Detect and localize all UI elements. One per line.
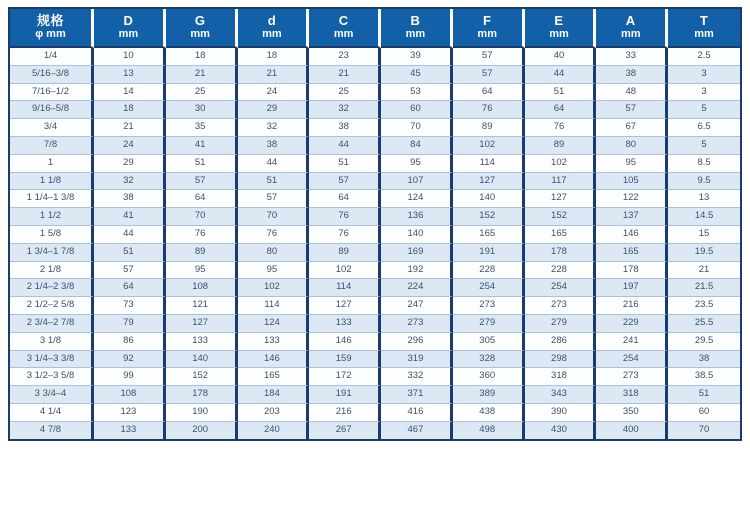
spec-cell: 2 3/4–2 7/8 — [10, 315, 94, 333]
value-cell: 57 — [596, 101, 668, 119]
value-cell: 6.5 — [668, 119, 740, 137]
col-header-unit: mm — [694, 28, 714, 40]
value-cell: 133 — [238, 333, 310, 351]
value-cell: 64 — [94, 279, 166, 297]
value-cell: 18 — [94, 101, 166, 119]
value-cell: 13 — [668, 190, 740, 208]
value-cell: 51 — [166, 155, 238, 173]
table-row — [10, 404, 740, 422]
value-cell: 14.5 — [668, 208, 740, 226]
value-cell: 38 — [596, 66, 668, 84]
value-cell: 117 — [525, 173, 597, 191]
col-header-unit: mm — [190, 28, 210, 40]
value-cell: 438 — [453, 404, 525, 422]
col-header-letter: d — [267, 13, 277, 28]
value-cell: 38.5 — [668, 368, 740, 386]
value-cell: 2.5 — [668, 48, 740, 66]
value-cell: 267 — [309, 422, 381, 439]
col-header-A — [596, 9, 668, 48]
col-header-C — [309, 9, 381, 48]
value-cell: 76 — [309, 226, 381, 244]
value-cell: 191 — [309, 386, 381, 404]
value-cell: 152 — [166, 368, 238, 386]
value-cell: 319 — [381, 351, 453, 369]
value-cell: 51 — [309, 155, 381, 173]
value-cell: 76 — [166, 226, 238, 244]
value-cell: 41 — [94, 208, 166, 226]
value-cell: 178 — [525, 244, 597, 262]
col-header-D — [94, 9, 166, 48]
value-cell: 108 — [94, 386, 166, 404]
spec-column-header — [10, 9, 94, 48]
col-header-d — [238, 9, 310, 48]
value-cell: 114 — [309, 279, 381, 297]
value-cell: 10 — [94, 48, 166, 66]
value-cell: 38 — [309, 119, 381, 137]
value-cell: 140 — [381, 226, 453, 244]
value-cell: 124 — [381, 190, 453, 208]
value-cell: 39 — [381, 48, 453, 66]
table-row — [10, 333, 740, 351]
table-row — [10, 244, 740, 262]
value-cell: 328 — [453, 351, 525, 369]
spec-cell: 1 1/4–1 3/8 — [10, 190, 94, 208]
value-cell: 44 — [309, 137, 381, 155]
value-cell: 57 — [166, 173, 238, 191]
value-cell: 14 — [94, 84, 166, 102]
value-cell: 89 — [525, 137, 597, 155]
value-cell: 19.5 — [668, 244, 740, 262]
value-cell: 184 — [238, 386, 310, 404]
value-cell: 165 — [596, 244, 668, 262]
value-cell: 114 — [453, 155, 525, 173]
value-cell: 178 — [596, 262, 668, 280]
spec-cell: 3/4 — [10, 119, 94, 137]
spec-cell: 3 1/2–3 5/8 — [10, 368, 94, 386]
value-cell: 79 — [94, 315, 166, 333]
value-cell: 57 — [453, 66, 525, 84]
value-cell: 29 — [238, 101, 310, 119]
value-cell: 121 — [166, 297, 238, 315]
table-row — [10, 297, 740, 315]
spec-cell: 1/4 — [10, 48, 94, 66]
value-cell: 53 — [381, 84, 453, 102]
value-cell: 416 — [381, 404, 453, 422]
value-cell: 498 — [453, 422, 525, 439]
value-cell: 89 — [453, 119, 525, 137]
table-row — [10, 386, 740, 404]
value-cell: 127 — [309, 297, 381, 315]
value-cell: 192 — [381, 262, 453, 280]
spec-cell: 4 1/4 — [10, 404, 94, 422]
spec-cell: 3 1/4–3 3/8 — [10, 351, 94, 369]
value-cell: 273 — [525, 297, 597, 315]
value-cell: 64 — [166, 190, 238, 208]
value-cell: 95 — [381, 155, 453, 173]
value-cell: 273 — [596, 368, 668, 386]
value-cell: 21 — [166, 66, 238, 84]
value-cell: 241 — [596, 333, 668, 351]
table-row — [10, 279, 740, 297]
value-cell: 18 — [166, 48, 238, 66]
value-cell: 102 — [453, 137, 525, 155]
value-cell: 57 — [309, 173, 381, 191]
value-cell: 3 — [668, 66, 740, 84]
value-cell: 122 — [596, 190, 668, 208]
col-header-unit: mm — [477, 28, 497, 40]
value-cell: 67 — [596, 119, 668, 137]
value-cell: 8.5 — [668, 155, 740, 173]
value-cell: 18 — [238, 48, 310, 66]
value-cell: 29.5 — [668, 333, 740, 351]
spec-cell: 2 1/2–2 5/8 — [10, 297, 94, 315]
value-cell: 60 — [381, 101, 453, 119]
dimension-table-container — [8, 7, 742, 441]
table-row — [10, 48, 740, 66]
spec-cell: 1 3/4–1 7/8 — [10, 244, 94, 262]
value-cell: 165 — [525, 226, 597, 244]
value-cell: 57 — [238, 190, 310, 208]
value-cell: 44 — [94, 226, 166, 244]
value-cell: 360 — [453, 368, 525, 386]
table-row — [10, 226, 740, 244]
value-cell: 21 — [94, 119, 166, 137]
value-cell: 33 — [596, 48, 668, 66]
table-row — [10, 155, 740, 173]
value-cell: 25.5 — [668, 315, 740, 333]
value-cell: 95 — [238, 262, 310, 280]
value-cell: 279 — [525, 315, 597, 333]
header-row — [10, 9, 740, 48]
value-cell: 228 — [453, 262, 525, 280]
value-cell: 64 — [309, 190, 381, 208]
value-cell: 318 — [525, 368, 597, 386]
value-cell: 40 — [525, 48, 597, 66]
value-cell: 25 — [309, 84, 381, 102]
col-header-G — [166, 9, 238, 48]
table-body — [10, 48, 740, 439]
value-cell: 48 — [596, 84, 668, 102]
table-row — [10, 137, 740, 155]
table-row — [10, 262, 740, 280]
value-cell: 99 — [94, 368, 166, 386]
value-cell: 273 — [453, 297, 525, 315]
value-cell: 24 — [94, 137, 166, 155]
value-cell: 169 — [381, 244, 453, 262]
value-cell: 389 — [453, 386, 525, 404]
value-cell: 32 — [94, 173, 166, 191]
value-cell: 159 — [309, 351, 381, 369]
value-cell: 105 — [596, 173, 668, 191]
value-cell: 332 — [381, 368, 453, 386]
col-header-letter: F — [482, 13, 492, 28]
value-cell: 23.5 — [668, 297, 740, 315]
value-cell: 146 — [596, 226, 668, 244]
value-cell: 146 — [309, 333, 381, 351]
value-cell: 70 — [381, 119, 453, 137]
col-header-B — [381, 9, 453, 48]
value-cell: 38 — [238, 137, 310, 155]
value-cell: 30 — [166, 101, 238, 119]
value-cell: 216 — [596, 297, 668, 315]
value-cell: 254 — [525, 279, 597, 297]
value-cell: 41 — [166, 137, 238, 155]
value-cell: 172 — [309, 368, 381, 386]
col-header-unit: mm — [405, 28, 426, 40]
value-cell: 80 — [596, 137, 668, 155]
value-cell: 203 — [238, 404, 310, 422]
col-header-E — [525, 9, 597, 48]
value-cell: 133 — [94, 422, 166, 439]
table-row — [10, 173, 740, 191]
value-cell: 296 — [381, 333, 453, 351]
col-header-unit: mm — [549, 28, 569, 40]
value-cell: 76 — [525, 119, 597, 137]
value-cell: 318 — [596, 386, 668, 404]
value-cell: 133 — [309, 315, 381, 333]
value-cell: 152 — [453, 208, 525, 226]
col-header-letter: D — [123, 13, 134, 28]
table-row — [10, 368, 740, 386]
spec-cell: 4 7/8 — [10, 422, 94, 439]
value-cell: 390 — [525, 404, 597, 422]
value-cell: 60 — [668, 404, 740, 422]
value-cell: 64 — [453, 84, 525, 102]
value-cell: 279 — [453, 315, 525, 333]
value-cell: 298 — [525, 351, 597, 369]
value-cell: 136 — [381, 208, 453, 226]
value-cell: 400 — [596, 422, 668, 439]
value-cell: 9.5 — [668, 173, 740, 191]
value-cell: 15 — [668, 226, 740, 244]
value-cell: 89 — [309, 244, 381, 262]
value-cell: 35 — [166, 119, 238, 137]
value-cell: 229 — [596, 315, 668, 333]
col-header-letter: B — [410, 13, 421, 28]
value-cell: 21 — [238, 66, 310, 84]
value-cell: 21 — [309, 66, 381, 84]
value-cell: 95 — [596, 155, 668, 173]
value-cell: 25 — [166, 84, 238, 102]
spec-cell: 1 1/2 — [10, 208, 94, 226]
value-cell: 76 — [238, 226, 310, 244]
value-cell: 102 — [238, 279, 310, 297]
value-cell: 107 — [381, 173, 453, 191]
value-cell: 70 — [668, 422, 740, 439]
value-cell: 5 — [668, 137, 740, 155]
value-cell: 123 — [94, 404, 166, 422]
value-cell: 70 — [166, 208, 238, 226]
value-cell: 140 — [166, 351, 238, 369]
table-row — [10, 208, 740, 226]
value-cell: 51 — [525, 84, 597, 102]
value-cell: 228 — [525, 262, 597, 280]
value-cell: 89 — [166, 244, 238, 262]
spec-cell: 9/16–5/8 — [10, 101, 94, 119]
value-cell: 45 — [381, 66, 453, 84]
value-cell: 21.5 — [668, 279, 740, 297]
value-cell: 467 — [381, 422, 453, 439]
value-cell: 23 — [309, 48, 381, 66]
value-cell: 133 — [166, 333, 238, 351]
value-cell: 165 — [238, 368, 310, 386]
spec-cell: 1 — [10, 155, 94, 173]
value-cell: 305 — [453, 333, 525, 351]
value-cell: 191 — [453, 244, 525, 262]
table-row — [10, 66, 740, 84]
value-cell: 29 — [94, 155, 166, 173]
value-cell: 343 — [525, 386, 597, 404]
value-cell: 197 — [596, 279, 668, 297]
value-cell: 57 — [94, 262, 166, 280]
value-cell: 350 — [596, 404, 668, 422]
value-cell: 84 — [381, 137, 453, 155]
col-header-letter: A — [625, 13, 636, 28]
table-row — [10, 119, 740, 137]
spec-cell: 1 5/8 — [10, 226, 94, 244]
col-header-letter: T — [699, 13, 709, 28]
value-cell: 224 — [381, 279, 453, 297]
value-cell: 108 — [166, 279, 238, 297]
value-cell: 51 — [668, 386, 740, 404]
col-header-letter: G — [194, 13, 206, 28]
value-cell: 51 — [94, 244, 166, 262]
col-header-letter: C — [338, 13, 349, 28]
spec-header-unit: φ mm — [35, 28, 66, 40]
value-cell: 95 — [166, 262, 238, 280]
value-cell: 273 — [381, 315, 453, 333]
value-cell: 178 — [166, 386, 238, 404]
value-cell: 254 — [596, 351, 668, 369]
col-header-letter: E — [554, 13, 564, 28]
table-row — [10, 315, 740, 333]
value-cell: 44 — [238, 155, 310, 173]
table-row — [10, 351, 740, 369]
value-cell: 76 — [309, 208, 381, 226]
value-cell: 32 — [309, 101, 381, 119]
col-header-unit: mm — [118, 28, 139, 40]
value-cell: 240 — [238, 422, 310, 439]
value-cell: 254 — [453, 279, 525, 297]
value-cell: 76 — [453, 101, 525, 119]
col-header-unit: mm — [262, 28, 282, 40]
col-header-unit: mm — [620, 28, 641, 40]
value-cell: 64 — [525, 101, 597, 119]
value-cell: 80 — [238, 244, 310, 262]
value-cell: 102 — [525, 155, 597, 173]
value-cell: 200 — [166, 422, 238, 439]
spec-table — [8, 7, 742, 441]
value-cell: 430 — [525, 422, 597, 439]
table-row — [10, 84, 740, 102]
value-cell: 73 — [94, 297, 166, 315]
spec-cell: 1 1/8 — [10, 173, 94, 191]
spec-cell: 7/16–1/2 — [10, 84, 94, 102]
value-cell: 124 — [238, 315, 310, 333]
value-cell: 247 — [381, 297, 453, 315]
value-cell: 32 — [238, 119, 310, 137]
value-cell: 86 — [94, 333, 166, 351]
spec-header-title: 规格 — [36, 13, 64, 28]
value-cell: 286 — [525, 333, 597, 351]
col-header-T — [668, 9, 740, 48]
value-cell: 5 — [668, 101, 740, 119]
col-header-unit: mm — [333, 28, 354, 40]
spec-cell: 5/16–3/8 — [10, 66, 94, 84]
value-cell: 127 — [453, 173, 525, 191]
spec-cell: 2 1/8 — [10, 262, 94, 280]
value-cell: 38 — [668, 351, 740, 369]
value-cell: 38 — [94, 190, 166, 208]
value-cell: 51 — [238, 173, 310, 191]
value-cell: 44 — [525, 66, 597, 84]
value-cell: 146 — [238, 351, 310, 369]
value-cell: 190 — [166, 404, 238, 422]
value-cell: 137 — [596, 208, 668, 226]
value-cell: 371 — [381, 386, 453, 404]
value-cell: 3 — [668, 84, 740, 102]
table-row — [10, 190, 740, 208]
value-cell: 102 — [309, 262, 381, 280]
value-cell: 127 — [525, 190, 597, 208]
value-cell: 57 — [453, 48, 525, 66]
value-cell: 216 — [309, 404, 381, 422]
spec-cell: 2 1/4–2 3/8 — [10, 279, 94, 297]
value-cell: 21 — [668, 262, 740, 280]
table-row — [10, 101, 740, 119]
value-cell: 92 — [94, 351, 166, 369]
value-cell: 140 — [453, 190, 525, 208]
table-header — [10, 9, 740, 48]
table-row — [10, 422, 740, 439]
spec-cell: 3 1/8 — [10, 333, 94, 351]
value-cell: 152 — [525, 208, 597, 226]
spec-cell: 3 3/4–4 — [10, 386, 94, 404]
value-cell: 127 — [166, 315, 238, 333]
col-header-F — [453, 9, 525, 48]
value-cell: 24 — [238, 84, 310, 102]
value-cell: 70 — [238, 208, 310, 226]
value-cell: 165 — [453, 226, 525, 244]
spec-cell: 7/8 — [10, 137, 94, 155]
value-cell: 13 — [94, 66, 166, 84]
value-cell: 114 — [238, 297, 310, 315]
